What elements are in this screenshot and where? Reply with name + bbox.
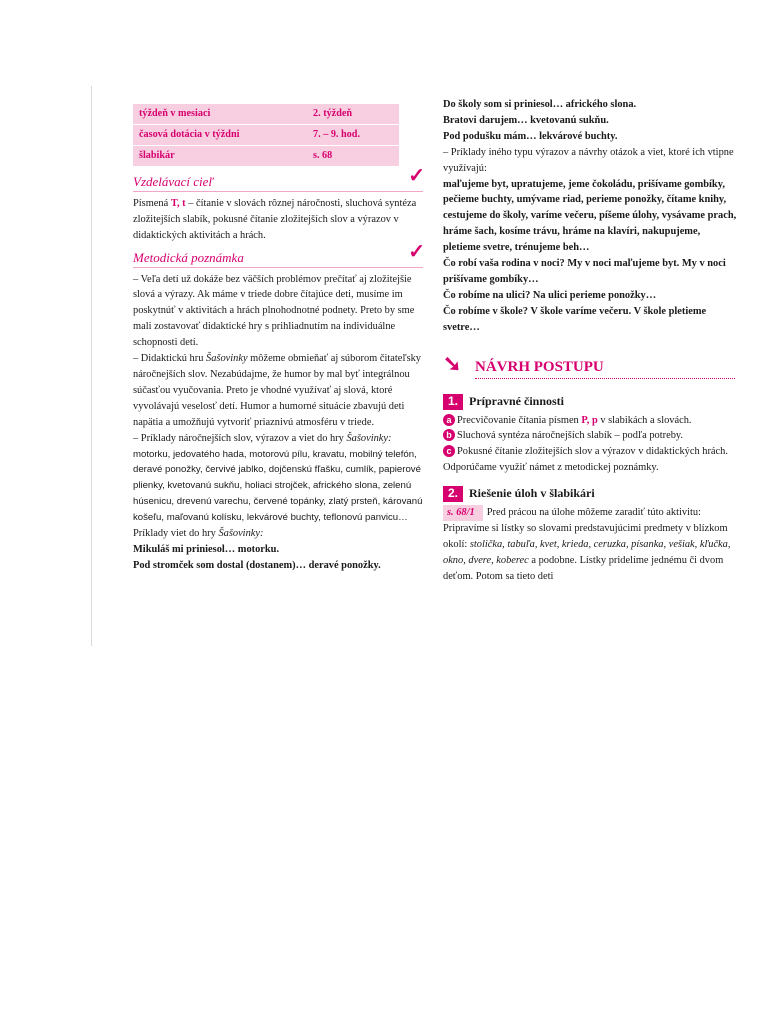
r1-text: Pred prácou na úlohe môžeme zaradiť túto aktivitu:	[486, 507, 701, 519]
poznamka-p4	[133, 526, 423, 542]
step-item-c	[443, 444, 739, 476]
ciel-lead: Písmená	[133, 197, 171, 209]
info-label: šlabikár	[139, 150, 175, 162]
r2-text: Pripravíme si lístky so slovami predstavujúcimi predmety v blízkom okolí:	[443, 522, 728, 550]
step-number: 2.	[443, 486, 463, 502]
letter-b-badge: b	[443, 429, 455, 441]
sentence: Pod stromček som dostal (dostanem)… deravé ponožky.	[133, 559, 381, 571]
navrh-header	[443, 350, 739, 388]
step-title: Riešenie úloh v šlabikári	[469, 486, 595, 501]
step-number: 1.	[443, 394, 463, 410]
question: Čo robíme na ulici? Na ulici perieme ponožky…	[443, 289, 657, 301]
letter-a-badge: a	[443, 414, 455, 426]
poznamka-p5: – Príklady iného typu výrazov a návrhy otázok a viet, ktoré ich vtipne využívajú:	[443, 146, 734, 174]
words-list: maľujeme byt, upratujeme, jeme čokoládu, prišívame gombíky, pečieme buchty, umývame riad, perieme ponožky, čítame knihy, cestujeme do školy, varíme večeru, píšeme úlohy, vysávame prach, hráme šach, kosíme trávu, hráme na klavíri, nakupujeme, pletieme svetre, trénujeme beh…	[443, 178, 737, 254]
r2-text: a podobne. Lístky pridelíme jednému či dvom deťom. Potom sa tieto deti	[443, 554, 724, 582]
p3-text: – Príklady náročnejších slov, výrazov a viet do hry	[133, 432, 344, 444]
letter-c-badge: c	[443, 445, 455, 457]
heading-text: Metodická poznámka	[133, 249, 244, 265]
words-list	[133, 447, 423, 527]
table-row	[133, 146, 399, 167]
ciel-paragraph	[133, 196, 423, 244]
page-edge-line	[91, 86, 92, 646]
checkmark-icon: ✓	[408, 240, 425, 263]
heading-text: Vzdelávací cieľ	[133, 174, 214, 189]
arrow-down-right-icon: ➘	[443, 350, 462, 376]
table-row	[133, 125, 399, 146]
sentence: Bratovi darujem… kvetovanú sukňu.	[443, 114, 609, 126]
step-item-b	[443, 428, 739, 444]
step-item-a	[443, 413, 739, 429]
section-heading-ciel	[133, 165, 425, 192]
poznamka-p3	[133, 431, 423, 447]
item-letters: P, p	[581, 414, 598, 426]
step-heading-2	[443, 486, 739, 502]
question: Čo robíme v škole? V škole varíme večeru. V škole pletieme svetre…	[443, 305, 707, 333]
game-name: Šašovinky:	[346, 432, 392, 444]
p2-end: môžeme obmieňať aj súborom čitateľsky náročnejších slov. Nezabúdajme, že humor by mal byť integrálnou súčasťou vyučovania. Preto je vhodné využívať aj slová, ktoré vyvolávajú veselosť detí. Humor a humorné situácie zbavujú deti napätia a umožňujú vytvoriť priaznivú atmosféru v triede.	[133, 353, 421, 428]
left-column	[133, 104, 423, 574]
p4-text: Príklady viet do hry	[133, 528, 219, 540]
item-text: Precvičovanie čítania písmen	[457, 414, 582, 426]
checkmark-icon: ✓	[408, 165, 425, 187]
item-text: v slabikách a slovách.	[597, 414, 692, 426]
table-row	[133, 104, 399, 125]
info-label: týždeň v mesiaci	[133, 104, 307, 125]
sentence: Do školy som si priniesol… afrického slona.	[443, 99, 637, 110]
page-reference: s. 68/1	[443, 505, 483, 521]
info-table	[133, 104, 399, 166]
item-text: Pokusné čítanie zložitejších slov a výrazov v didaktických hrách. Odporúčame využiť námet z metodickej poznámky.	[443, 446, 728, 474]
info-value: 7. – 9. hod.	[307, 125, 399, 146]
objects-list: stolička, tabuľa, kvet, krieda, ceruzka, písanka, vešiak, kľučka, okno, dvere, koberec	[443, 538, 731, 566]
question: Čo robí vaša rodina v noci? My v noci maľujeme byt. My v noci prišívame gombíky…	[443, 258, 726, 285]
game-name: Šašovinky:	[218, 528, 264, 540]
step2-paragraph	[443, 505, 739, 521]
right-column	[443, 97, 739, 585]
section-heading-poznamka	[133, 240, 425, 268]
navrh-title: NÁVRH POSTUPU	[475, 360, 735, 379]
poznamka-p1: – Veľa detí už dokáže bez väčších problémov prečítať aj zložitejšie slová a výrazy. Ak máme v triede dobre čítajúce deti, musíme im poskytnúť v aktivitách a hrách plnohodnotné podnety. Preto by sme mali zostavovať didaktické hry s prihliadnutím na individuálne schopnosti detí.	[133, 273, 415, 349]
game-name: Šašovinky	[206, 353, 248, 365]
info-label: časová dotácia v týždni	[133, 125, 307, 146]
p2-start: – Didaktickú hru	[133, 353, 207, 365]
ciel-letters: T, t	[170, 197, 186, 209]
info-value: s. 68	[313, 150, 333, 162]
sentence: Mikuláš mi priniesol… motorku.	[133, 543, 280, 555]
step-heading-1	[443, 394, 739, 410]
ciel-text: – čítanie v slovách rôznej náročnosti, sluchová syntéza zložitejších slabík, pokusné čítanie zložitejších slov a výrazov v didaktických aktivitách a hrách.	[133, 197, 417, 241]
step2-paragraph-2	[443, 521, 739, 585]
words-text: motorku, jedovatého hada, motorovú pílu, kravatu, mobilný telefón, deravé ponožky, červivé jablko, dojčenskú fľašku, cumlík, papierové plienky, kvetovanú sukňu, holiaci strojček, afrického slona, zelenú húsenicu, drevenú varechu, červené topánky, zlatý prsteň, károvanú košeľu, maľovanú kolísku, lekvárové buchty, teflonovú panvicu…	[133, 448, 423, 524]
item-text: Sluchová syntéza náročnejších slabík – podľa potreby.	[457, 430, 684, 442]
sentence: Pod podušku mám… lekvárové buchty.	[443, 130, 618, 142]
poznamka-p2	[133, 351, 423, 431]
step-title: Prípravné činnosti	[469, 393, 564, 408]
info-value: 2. týždeň	[307, 104, 399, 125]
